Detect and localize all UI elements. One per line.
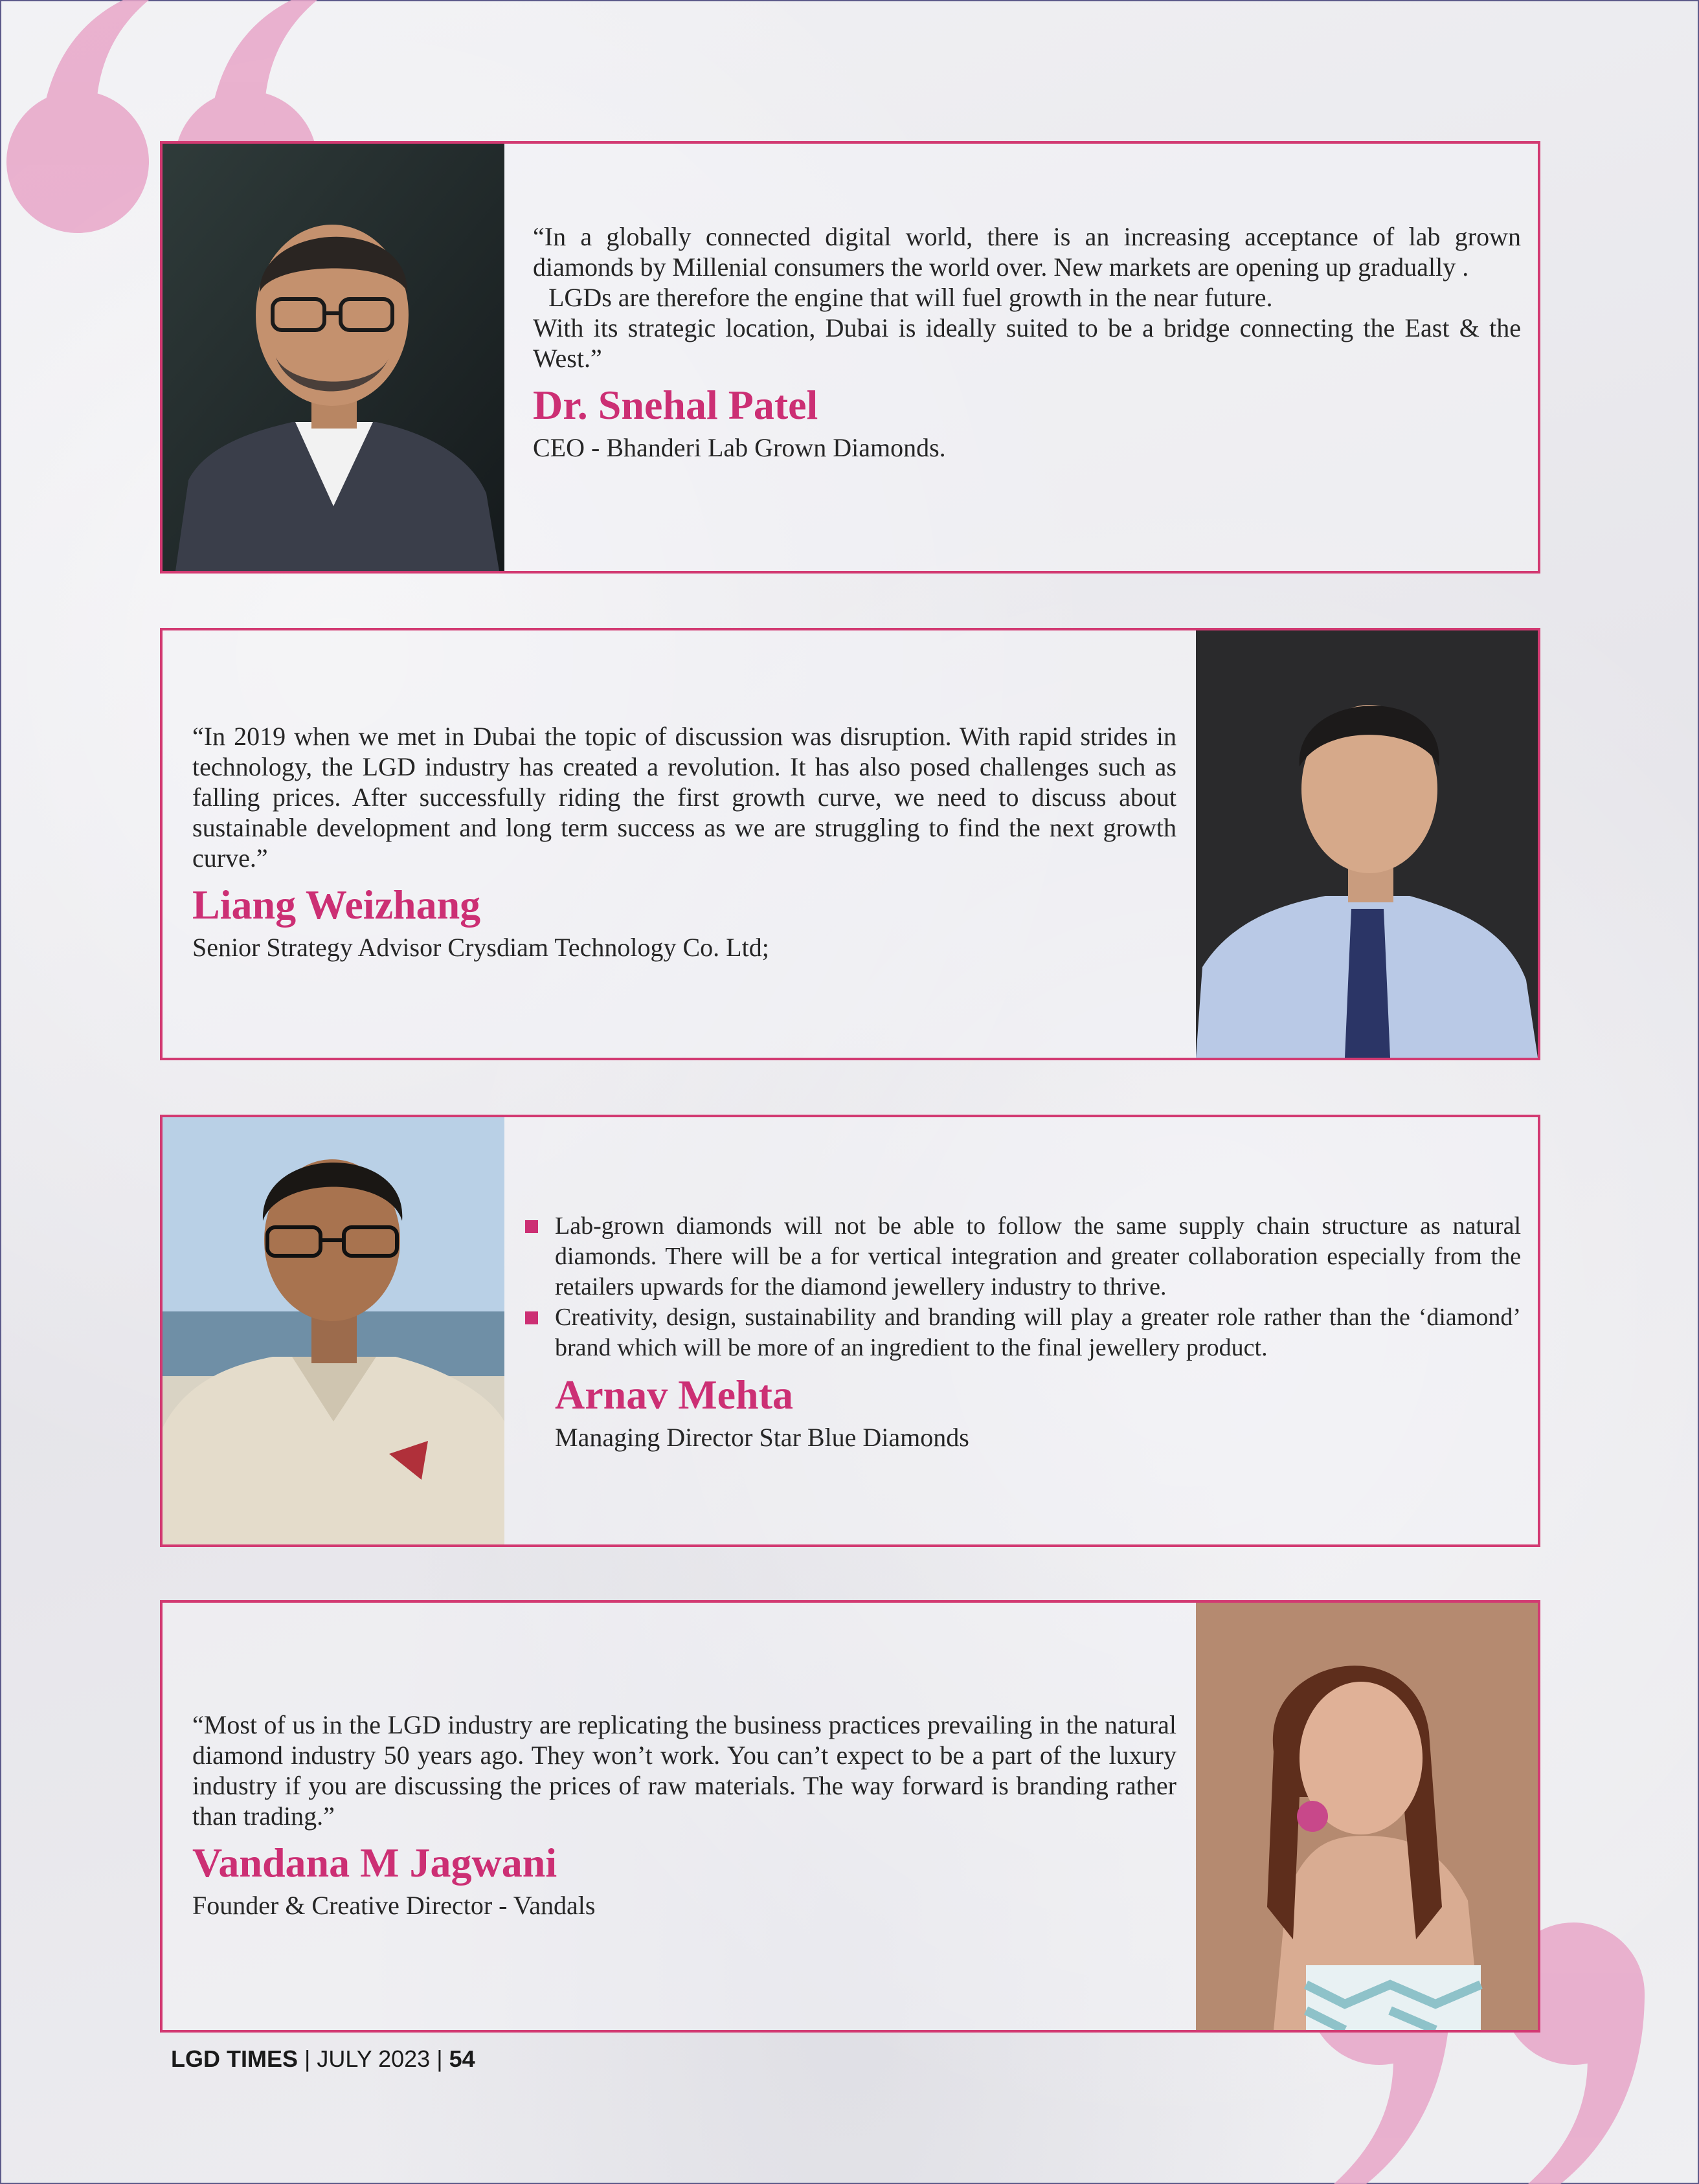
bullet-list [525,1211,1521,1363]
bullet-square-icon [525,1220,538,1233]
speaker-role: CEO - Bhanderi Lab Grown Diamonds. [533,433,946,462]
issue-date: JULY 2023 [317,2045,431,2072]
portrait-photo-arnav-mehta [163,1117,504,1544]
bullet-item: Lab-grown diamonds will not be able to follow the same supply chain structure as natural diamonds. There will be a for vertical integration and greater collaboration especially from the retailers upwards for the diamond jewellery industry to thrive. [525,1211,1521,1302]
footer-separator: | [304,2045,311,2072]
bullet-block [525,1211,1521,1454]
quote-text: “Most of us in the LGD industry are replicating the business practices prevailing in the natural diamond industry 50 years ago. They won’t work. You can’t expect to be a part of the luxury industry if you are discussing the prices of raw materials. The way forward is branding rather than trading.” [192,1710,1176,1831]
footer-separator: | [436,2045,443,2072]
speaker-name: Liang Weizhang [192,882,481,928]
quote-block [192,1710,1176,1922]
speaker-role: Senior Strategy Advisor Crysdiam Technology Co. Ltd; [192,933,769,962]
quote-text: “In 2019 when we met in Dubai the topic of discussion was disruption. With rapid strides in technology, the LGD industry has created a revolution. It has also posed challenges such as falling prices. After successfully riding the first growth curve, we need to discuss about sustainable development and long term success as we are struggling to find the next growth curve.” [192,722,1176,873]
speaker-role: Managing Director Star Blue Diamonds [555,1423,969,1452]
testimonial-card-liang-weizhang [160,628,1540,1060]
page-footer [171,2045,475,2073]
bullet-square-icon [525,1311,538,1324]
testimonial-card-arnav-mehta [160,1115,1540,1547]
quote-text: “In a globally connected digital world, there is an increasing acceptance of lab grown diamonds by Millenial consumers the world over. New markets are opening up gradually . [533,222,1521,282]
quote-text-line-3: With its strategic location, Dubai is ideally suited to be a bridge connecting the East & the West.” [533,313,1521,373]
portrait-photo-liang-weizhang [1196,630,1538,1058]
speaker-name: Arnav Mehta [555,1372,793,1418]
speaker-name: Dr. Snehal Patel [533,382,818,428]
bullet-item: Creativity, design, sustainability and branding will play a greater role rather than the ‘diamond’ brand which will be more of an ingredient to the final jewellery product. [525,1302,1521,1363]
testimonial-card-vandana-m-jagwani [160,1600,1540,2033]
speaker-role: Founder & Creative Director - Vandals [192,1891,596,1920]
publication-name: LGD TIMES [171,2045,298,2072]
portrait-photo-vandana-m-jagwani [1196,1603,1538,2030]
quote-block [533,221,1521,464]
speaker-name: Vandana M Jagwani [192,1840,557,1886]
page-number: 54 [449,2045,475,2072]
quote-block [192,721,1176,964]
portrait-photo-snehal-patel [163,144,504,571]
testimonial-card-snehal-patel [160,141,1540,574]
quote-text-line-2: LGDs are therefore the engine that will fuel growth in the near future. [548,283,1273,312]
